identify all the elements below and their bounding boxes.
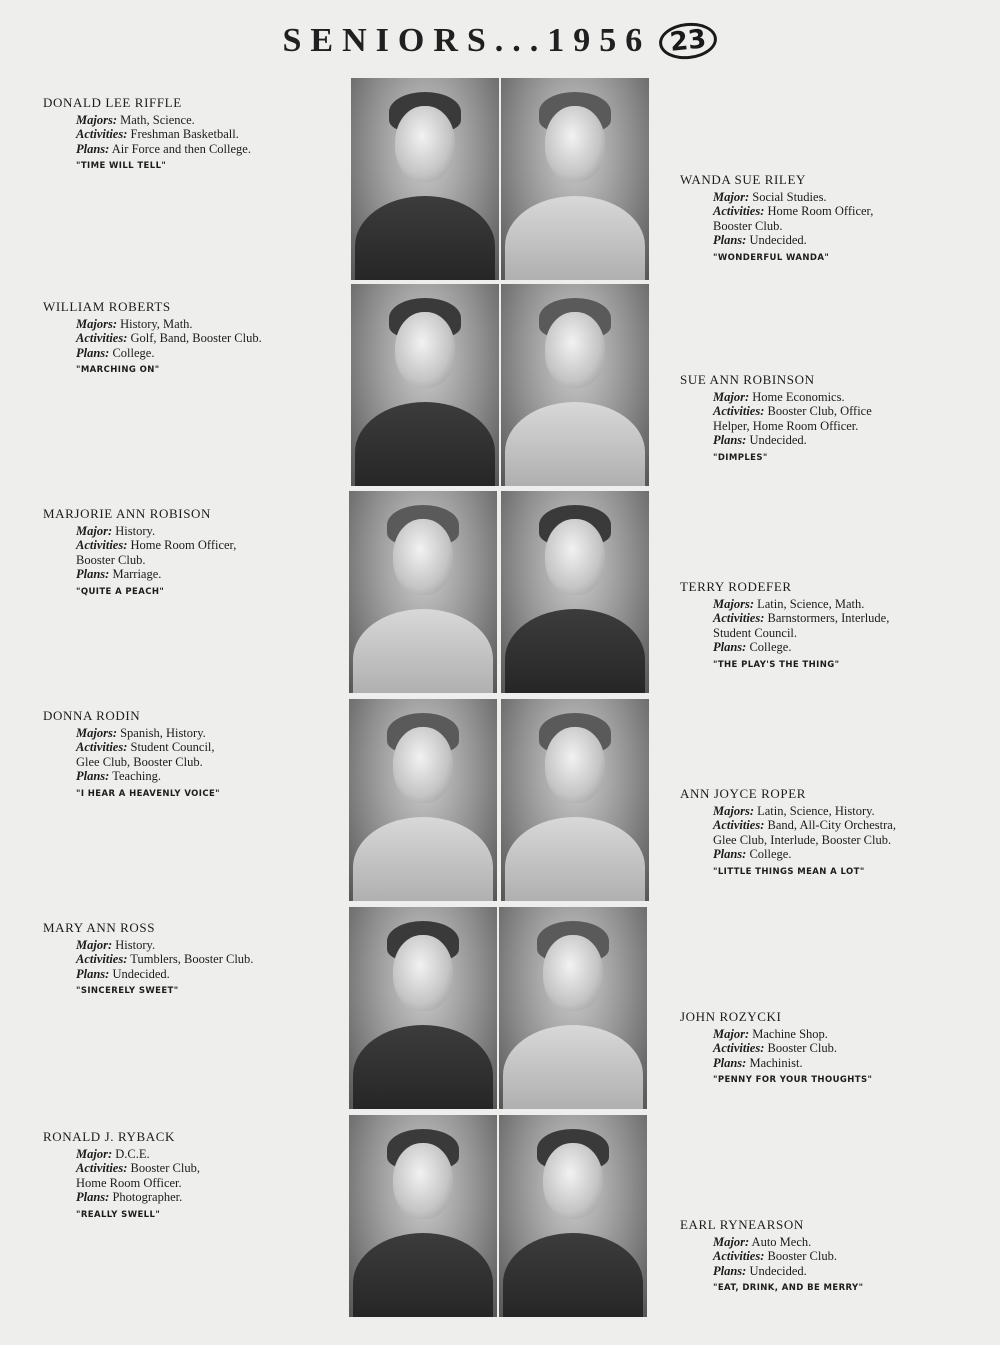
detail-value: Machinist. xyxy=(746,1055,803,1070)
detail-label: Activities: xyxy=(76,538,128,552)
senior-detail-line xyxy=(76,538,343,553)
portrait-photo xyxy=(351,284,499,486)
detail-label: Major: xyxy=(76,1146,113,1161)
senior-detail-line xyxy=(713,404,980,419)
detail-value: History, Math. xyxy=(116,316,193,331)
senior-detail-line xyxy=(713,833,980,848)
senior-detail-line xyxy=(713,818,980,833)
detail-label: Plans: xyxy=(76,769,110,783)
senior-quote: "THE PLAY'S THE THING" xyxy=(713,659,840,670)
senior-detail-line xyxy=(76,952,343,967)
detail-label: Majors: xyxy=(76,316,117,331)
senior-entry xyxy=(43,96,343,174)
senior-detail-line xyxy=(76,346,343,361)
senior-detail-line xyxy=(76,524,343,539)
senior-entry xyxy=(680,1010,980,1088)
detail-label: Plans: xyxy=(713,233,747,247)
senior-quote: "REALLY SWELL" xyxy=(76,1209,161,1220)
detail-label: Plans: xyxy=(713,433,747,447)
senior-detail-line xyxy=(713,626,980,641)
senior-quote: "SINCERELY SWEET" xyxy=(76,986,179,996)
portrait-photo xyxy=(349,699,497,901)
senior-quote: "LITTLE THINGS MEAN A LOT" xyxy=(713,866,865,877)
detail-value: Barnstormers, Interlude, xyxy=(764,611,890,625)
detail-label: Activities: xyxy=(76,127,128,141)
senior-detail-line xyxy=(713,233,980,248)
senior-detail-line xyxy=(713,204,980,219)
senior-detail-line xyxy=(713,1249,980,1264)
detail-label: Major: xyxy=(76,937,113,952)
detail-value: Undecided. xyxy=(746,1263,807,1278)
detail-value: Undecided. xyxy=(109,966,170,981)
senior-detail-line xyxy=(76,1190,343,1205)
portrait-photo xyxy=(499,1115,647,1317)
detail-label: Major: xyxy=(713,1026,750,1041)
senior-detail-line xyxy=(76,755,343,770)
detail-label: Activities: xyxy=(713,1249,765,1263)
detail-value: Home Economics. xyxy=(749,389,845,404)
senior-name: RONALD J. RYBACK xyxy=(43,1129,176,1144)
detail-value: Photographer. xyxy=(109,1190,183,1204)
detail-label: Majors: xyxy=(713,803,754,818)
detail-value: Teaching. xyxy=(109,769,161,783)
detail-value: College. xyxy=(746,640,792,654)
senior-quote: "TIME WILL TELL" xyxy=(76,161,167,171)
detail-label: Majors: xyxy=(76,725,117,740)
senior-detail-line xyxy=(713,419,980,434)
senior-entry xyxy=(43,1130,343,1222)
senior-name: EARL RYNEARSON xyxy=(680,1217,804,1232)
detail-value: Glee Club, Booster Club. xyxy=(76,754,203,769)
detail-value: Machine Shop. xyxy=(749,1026,828,1041)
senior-detail-line xyxy=(713,1056,980,1071)
senior-entry xyxy=(680,787,980,879)
detail-value: History. xyxy=(112,523,156,538)
senior-entry xyxy=(680,580,980,672)
portrait-photo xyxy=(351,78,499,280)
senior-detail-line xyxy=(76,1161,343,1176)
detail-value: Booster Club, Office xyxy=(764,404,872,418)
detail-value: Glee Club, Interlude, Booster Club. xyxy=(713,832,892,847)
senior-detail-line xyxy=(713,640,980,655)
senior-detail-line xyxy=(76,938,343,953)
detail-value: Tumblers, Booster Club. xyxy=(127,952,254,966)
senior-detail-line xyxy=(713,847,980,862)
detail-value: History. xyxy=(112,937,156,952)
detail-value: Golf, Band, Booster Club. xyxy=(127,331,262,345)
detail-label: Majors: xyxy=(76,112,117,127)
detail-value: Undecided. xyxy=(746,233,807,247)
page-title: SENIORS...1956 xyxy=(282,22,652,59)
detail-value: Latin, Science, History. xyxy=(753,803,875,818)
senior-detail-line xyxy=(76,113,343,128)
detail-label: Activities: xyxy=(713,404,765,418)
detail-value: Student Council, xyxy=(127,740,215,754)
detail-label: Plans: xyxy=(76,966,110,981)
detail-value: Math, Science. xyxy=(116,112,195,127)
senior-detail-line xyxy=(76,317,343,332)
portrait-photo xyxy=(501,699,649,901)
detail-value: Band, All-City Orchestra, xyxy=(764,818,896,832)
senior-name: TERRY RODEFER xyxy=(680,579,792,594)
detail-label: Activities: xyxy=(76,740,128,754)
detail-label: Plans: xyxy=(76,141,110,156)
senior-detail-line xyxy=(76,726,343,741)
detail-label: Activities: xyxy=(713,611,765,625)
detail-value: Helper, Home Room Officer. xyxy=(713,418,859,433)
senior-detail-line xyxy=(713,433,980,448)
detail-value: College. xyxy=(746,847,792,861)
senior-detail-line xyxy=(76,967,343,982)
detail-value: Social Studies. xyxy=(749,189,827,204)
senior-name: ANN JOYCE ROPER xyxy=(680,786,807,801)
senior-name: MARY ANN ROSS xyxy=(43,920,156,935)
senior-detail-line xyxy=(713,390,980,405)
senior-quote: "EAT, DRINK, AND BE MERRY" xyxy=(713,1283,864,1293)
senior-detail-line xyxy=(713,1264,980,1279)
senior-entry xyxy=(680,373,980,465)
portrait-photo xyxy=(501,78,649,280)
detail-value: Freshman Basketball. xyxy=(127,127,239,141)
senior-detail-line xyxy=(76,769,343,784)
detail-label: Plans: xyxy=(713,847,747,861)
senior-quote: "DIMPLES" xyxy=(713,452,768,463)
portrait-photo xyxy=(499,907,647,1109)
senior-name: MARJORIE ANN ROBISON xyxy=(43,506,212,521)
detail-value: Booster Club. xyxy=(713,218,783,233)
detail-label: Majors: xyxy=(713,596,754,611)
page-number: 23 xyxy=(658,20,720,62)
detail-label: Major: xyxy=(713,1234,750,1249)
senior-detail-line xyxy=(76,567,343,582)
detail-value: Home Room Officer, xyxy=(764,204,874,218)
detail-value: Undecided. xyxy=(746,433,807,447)
portrait-photo xyxy=(501,491,649,693)
senior-name: DONNA RODIN xyxy=(43,708,141,723)
detail-label: Major: xyxy=(713,389,750,404)
detail-value: Marriage. xyxy=(109,567,162,581)
senior-name: DONALD LEE RIFFLE xyxy=(43,95,182,110)
detail-label: Activities: xyxy=(713,204,765,218)
detail-value: Booster Club. xyxy=(76,552,146,567)
senior-name: SUE ANN ROBINSON xyxy=(680,372,815,387)
senior-quote: "PENNY FOR YOUR THOUGHTS" xyxy=(713,1075,873,1085)
detail-value: Home Room Officer. xyxy=(76,1175,182,1190)
detail-value: Spanish, History. xyxy=(116,725,206,740)
senior-quote: "I HEAR A HEAVENLY VOICE" xyxy=(76,788,221,799)
detail-value: D.C.E. xyxy=(112,1146,150,1161)
senior-detail-line xyxy=(713,1027,980,1042)
senior-entry xyxy=(43,507,343,599)
detail-label: Activities: xyxy=(76,331,128,345)
detail-label: Activities: xyxy=(713,818,765,832)
portrait-photo xyxy=(349,907,497,1109)
senior-name: WILLIAM ROBERTS xyxy=(43,299,171,314)
senior-name: WANDA SUE RILEY xyxy=(680,172,806,187)
detail-value: Home Room Officer, xyxy=(127,538,237,552)
detail-value: Booster Club. xyxy=(764,1249,837,1263)
detail-label: Plans: xyxy=(713,640,747,654)
senior-entry xyxy=(43,300,343,378)
senior-detail-line xyxy=(76,142,343,157)
detail-label: Major: xyxy=(76,523,113,538)
detail-value: Auto Mech. xyxy=(749,1234,812,1249)
senior-quote: "QUITE A PEACH" xyxy=(76,586,165,597)
detail-label: Activities: xyxy=(76,1161,128,1175)
detail-value: Student Council. xyxy=(713,625,798,640)
senior-detail-line xyxy=(76,331,343,346)
senior-detail-line xyxy=(713,1041,980,1056)
senior-detail-line xyxy=(76,553,343,568)
detail-label: Plans: xyxy=(713,1263,747,1278)
detail-value: College. xyxy=(109,345,155,360)
senior-detail-line xyxy=(713,804,980,819)
senior-detail-line xyxy=(76,740,343,755)
portrait-photo xyxy=(501,284,649,486)
senior-detail-line xyxy=(713,1235,980,1250)
detail-value: Booster Club. xyxy=(764,1041,837,1055)
senior-name: JOHN ROZYCKI xyxy=(680,1009,782,1024)
page-header xyxy=(0,22,1000,60)
detail-label: Plans: xyxy=(713,1055,747,1070)
detail-label: Activities: xyxy=(76,952,128,966)
senior-entry xyxy=(43,709,343,801)
senior-detail-line xyxy=(713,597,980,612)
senior-entry xyxy=(680,173,980,265)
senior-detail-line xyxy=(76,1176,343,1191)
detail-label: Plans: xyxy=(76,567,110,581)
detail-value: Air Force and then College. xyxy=(109,141,251,156)
senior-entry xyxy=(680,1218,980,1296)
senior-detail-line xyxy=(713,190,980,205)
detail-label: Plans: xyxy=(76,345,110,360)
senior-entry xyxy=(43,921,343,999)
detail-value: Latin, Science, Math. xyxy=(753,596,865,611)
senior-quote: "MARCHING ON" xyxy=(76,365,160,375)
detail-label: Activities: xyxy=(713,1041,765,1055)
senior-detail-line xyxy=(76,1147,343,1162)
detail-label: Major: xyxy=(713,189,750,204)
portrait-photo xyxy=(349,1115,497,1317)
detail-label: Plans: xyxy=(76,1190,110,1204)
senior-detail-line xyxy=(713,611,980,626)
senior-detail-line xyxy=(76,127,343,142)
senior-quote: "WONDERFUL WANDA" xyxy=(713,252,830,263)
senior-detail-line xyxy=(713,219,980,234)
detail-value: Booster Club, xyxy=(127,1161,200,1175)
portrait-photo xyxy=(349,491,497,693)
